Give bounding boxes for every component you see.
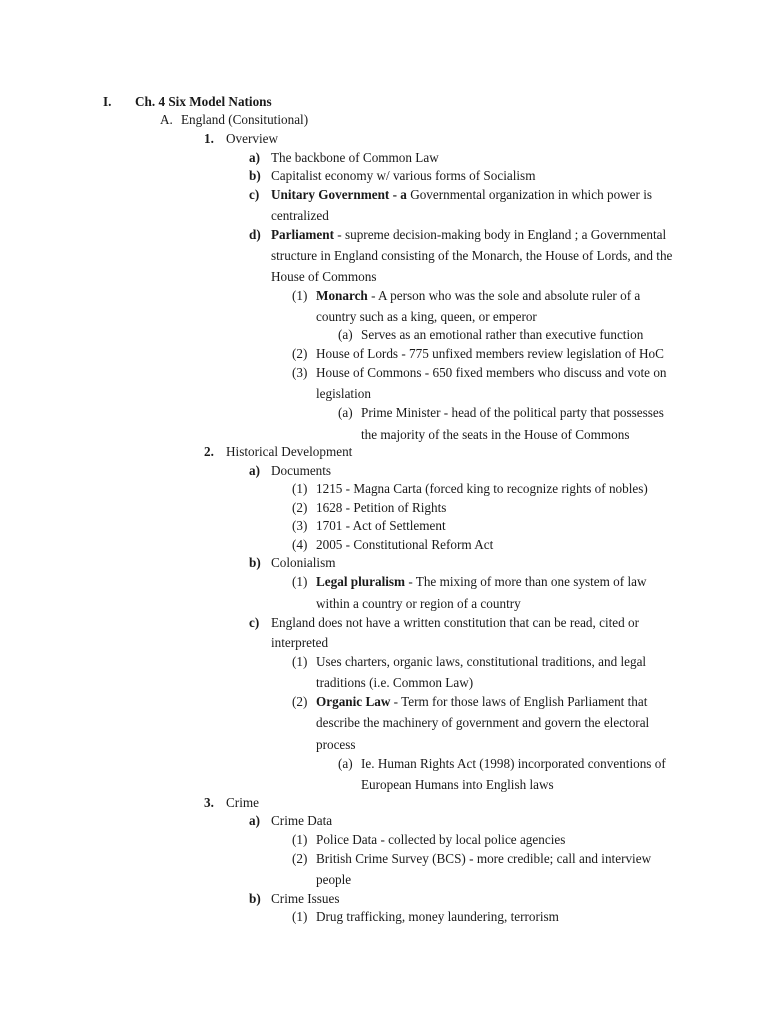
outline-text: Uses charters, organic laws, constitutional traditions, and legal bbox=[316, 654, 647, 669]
outline-marker: I. bbox=[103, 94, 112, 109]
outline-text: Crime bbox=[226, 795, 259, 810]
outline-marker: (1) bbox=[292, 288, 308, 303]
term: Legal pluralism bbox=[316, 574, 406, 589]
outline-text: Drug trafficking, money laundering, terrorism bbox=[316, 909, 559, 924]
outline-text: legislation bbox=[316, 386, 371, 401]
outline-marker: 1. bbox=[204, 131, 214, 146]
outline-text bbox=[316, 693, 647, 711]
outline-marker: (1) bbox=[292, 481, 308, 496]
outline-text: Colonialism bbox=[271, 555, 336, 570]
outline-marker: b) bbox=[249, 555, 261, 570]
outline-marker: b) bbox=[249, 891, 261, 906]
outline-text: Crime Issues bbox=[271, 891, 340, 906]
outline-text: House of Commons - 650 fixed members who discuss and vote on bbox=[316, 365, 667, 380]
term: Monarch bbox=[316, 288, 368, 303]
outline-text: Ie. Human Rights Act (1998) incorporated conventions of bbox=[361, 756, 666, 771]
outline-marker: (1) bbox=[292, 654, 308, 669]
outline-text: 1628 - Petition of Rights bbox=[316, 500, 447, 515]
outline-marker: (4) bbox=[292, 537, 308, 552]
term: Organic Law bbox=[316, 694, 391, 709]
outline-text: British Crime Survey (BCS) - more credible; call and interview bbox=[316, 851, 652, 866]
outline-marker: (2) bbox=[292, 500, 308, 515]
outline-text: Documents bbox=[271, 463, 332, 478]
outline-marker: b) bbox=[249, 168, 261, 183]
outline-marker: (1) bbox=[292, 909, 308, 924]
outline-text: The backbone of Common Law bbox=[271, 150, 439, 165]
outline-text: 1701 - Act of Settlement bbox=[316, 518, 446, 533]
outline-marker: c) bbox=[249, 615, 260, 630]
outline-text: structure in England consisting of the Monarch, the House of Lords, and the bbox=[271, 248, 673, 263]
outline-marker: a) bbox=[249, 813, 260, 828]
outline-marker: (2) bbox=[292, 851, 308, 866]
outline-text: Police Data - collected by local police agencies bbox=[316, 832, 566, 847]
term: Parliament bbox=[271, 227, 334, 242]
outline-text: the majority of the seats in the House of Commons bbox=[361, 427, 630, 442]
outline-text bbox=[271, 226, 666, 244]
outline-text: traditions (i.e. Common Law) bbox=[316, 675, 474, 690]
outline-marker: (1) bbox=[292, 574, 308, 589]
definition: - The mixing of more than one system of law bbox=[405, 574, 647, 589]
outline-text: centralized bbox=[271, 208, 329, 223]
term: Unitary Government - a bbox=[271, 187, 407, 202]
outline-text bbox=[271, 186, 652, 204]
outline-text bbox=[316, 287, 640, 305]
outline-marker: d) bbox=[249, 227, 261, 242]
outline-marker: c) bbox=[249, 187, 260, 202]
outline-text: House of Lords - 775 unfixed members review legislation of HoC bbox=[316, 346, 664, 361]
outline-text: country such as a king, queen, or emperor bbox=[316, 309, 537, 324]
outline-marker: (a) bbox=[338, 405, 353, 420]
outline-text: Overview bbox=[226, 131, 278, 146]
outline-marker: a) bbox=[249, 150, 260, 165]
outline-text: people bbox=[316, 872, 352, 887]
outline-marker: 2. bbox=[204, 444, 214, 459]
outline-marker: (2) bbox=[292, 346, 308, 361]
outline-marker: (a) bbox=[338, 756, 353, 771]
outline-marker: A. bbox=[160, 112, 173, 127]
outline-text: 2005 - Constitutional Reform Act bbox=[316, 537, 494, 552]
outline-text: House of Commons bbox=[271, 269, 377, 284]
outline-marker: (3) bbox=[292, 365, 308, 380]
outline-text: within a country or region of a country bbox=[316, 596, 521, 611]
section-heading: England (Consitutional) bbox=[181, 112, 309, 127]
outline-text: Historical Development bbox=[226, 444, 353, 459]
outline-text: England does not have a written constitution that can be read, cited or bbox=[271, 615, 640, 630]
outline-text: Serves as an emotional rather than executive function bbox=[361, 327, 644, 342]
outline-marker: (a) bbox=[338, 327, 353, 342]
chapter-heading: Ch. 4 Six Model Nations bbox=[135, 94, 272, 109]
definition: - Term for those laws of English Parliament that bbox=[390, 694, 648, 709]
outline-text: Capitalist economy w/ various forms of Socialism bbox=[271, 168, 536, 183]
outline-marker: a) bbox=[249, 463, 260, 478]
outline-text: 1215 - Magna Carta (forced king to recognize rights of nobles) bbox=[316, 481, 648, 496]
outline-marker: 3. bbox=[204, 795, 214, 810]
definition: - A person who was the sole and absolute ruler of a bbox=[367, 288, 641, 303]
outline-text: interpreted bbox=[271, 635, 329, 650]
outline-marker: (1) bbox=[292, 832, 308, 847]
definition: - supreme decision-making body in England ; a Governmental bbox=[334, 227, 667, 242]
outline-text: describe the machinery of government and govern the electoral bbox=[316, 715, 650, 730]
outline-text: process bbox=[316, 737, 356, 752]
definition: Governmental organization in which power is bbox=[406, 187, 653, 202]
outline-text: Crime Data bbox=[271, 813, 333, 828]
outline-text: Prime Minister - head of the political party that possesses bbox=[361, 405, 664, 420]
outline-marker: (3) bbox=[292, 518, 308, 533]
outline-text: European Humans into English laws bbox=[361, 777, 554, 792]
outline-marker: (2) bbox=[292, 694, 308, 709]
outline-text bbox=[316, 573, 647, 591]
